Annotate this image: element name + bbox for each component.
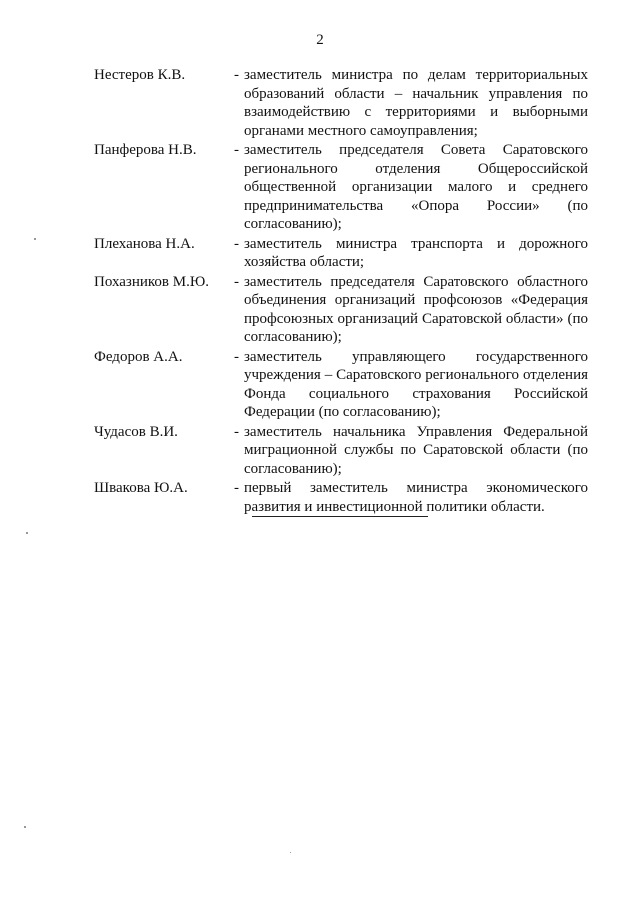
member-position: заместитель министра по делам территориальных образований области – начальник управления по взаимодействию с территориями и выборными органами местного самоуправления; xyxy=(244,67,588,139)
scan-speck xyxy=(290,852,291,853)
member-name: Нестеров К.В. xyxy=(94,67,186,83)
member-position: заместитель начальника Управления Федеральной миграционной службы по Саратовской области (по согласованию); xyxy=(244,423,588,477)
member-entry xyxy=(94,273,594,347)
member-name: Плеханова Н.А. xyxy=(94,235,195,252)
member-entry xyxy=(94,235,594,272)
member-dash: - xyxy=(234,348,239,365)
member-dash: - xyxy=(234,423,239,440)
member-name: Похазников М.Ю. xyxy=(94,273,210,290)
member-name: Панферова Н.В. xyxy=(94,142,197,158)
member-dash: - xyxy=(234,273,239,290)
scan-speck xyxy=(34,238,36,240)
scan-speck xyxy=(24,826,26,828)
member-position: заместитель председателя Саратовского областного объединения организаций профсоюзов «Федерация профсоюзных организаций Саратовской области» (по согласованию); xyxy=(244,273,588,345)
member-entry xyxy=(94,479,594,516)
member-entry xyxy=(94,348,594,422)
member-entry xyxy=(94,141,594,234)
member-dash: - xyxy=(234,142,239,158)
member-position: заместитель министра транспорта и дорожного хозяйства области; xyxy=(244,235,588,270)
member-position: заместитель управляющего государственного учреждения – Саратовского регионального отделения Фонда социального страхования Российской Федерации (по согласованию); xyxy=(244,348,588,420)
member-dash: - xyxy=(234,235,239,252)
member-position: заместитель председателя Совета Саратовского регионального отделения Общероссийской общественной организации малого и среднего предпринимательства «Опора России» (по согласованию); xyxy=(244,142,588,232)
member-dash: - xyxy=(234,480,239,496)
member-dash: - xyxy=(234,67,239,83)
member-position: первый заместитель министра экономического развития и инвестиционной политики области. xyxy=(244,480,588,515)
member-name: Чудасов В.И. xyxy=(94,423,178,440)
closing-rule xyxy=(252,516,428,517)
committee-member-list xyxy=(94,66,594,517)
member-entry xyxy=(94,66,594,140)
member-entry xyxy=(94,423,594,479)
member-name: Швакова Ю.А. xyxy=(94,480,188,496)
scan-speck xyxy=(26,532,28,534)
page-number: 2 xyxy=(316,32,324,48)
member-name: Федоров А.А. xyxy=(94,348,183,365)
